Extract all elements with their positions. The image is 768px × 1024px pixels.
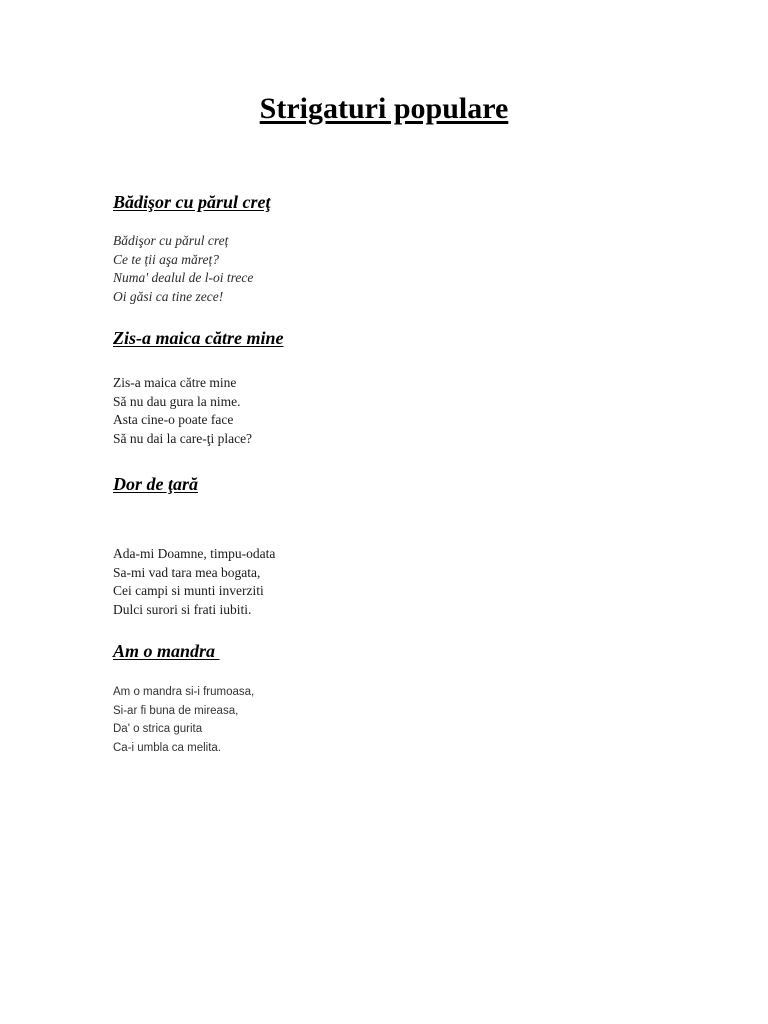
- verse-line: Numa' dealul de l-oi trece: [113, 270, 254, 286]
- verse-line: Ada-mi Doamne, timpu-odata: [113, 546, 276, 561]
- verse-zis-a-maica: [113, 374, 252, 449]
- verse-line: Si-ar fi buna de mireasa,: [113, 704, 239, 717]
- verse-line: Zis-a maica către mine: [113, 375, 237, 390]
- verse-line: Am o mandra si-i frumoasa,: [113, 686, 255, 698]
- verse-line: Ce te ții aşa măreț?: [113, 251, 219, 267]
- verse-badisor: [113, 232, 253, 307]
- verse-line: Da' o strica gurita: [113, 723, 203, 736]
- section-heading-badisor: Bădişor cu părul creţ: [113, 192, 271, 212]
- verse-line: Bădişor cu părul creț: [113, 233, 229, 248]
- section-heading-zis-a-maica: Zis-a maica către mine: [113, 328, 284, 348]
- verse-line: Cei campi si munti inverziti: [113, 583, 264, 599]
- verse-line: Dulci surori si frati iubiti.: [113, 602, 252, 618]
- verse-am-o-mandra: [113, 683, 254, 758]
- document-title: Strigaturi populare: [259, 92, 509, 125]
- verse-line: Să nu dau gura la nime.: [113, 393, 241, 409]
- verse-dor-de-tara: [113, 545, 275, 620]
- verse-line: Asta cine-o poate face: [113, 412, 234, 428]
- verse-line: Să nu dai la care-ţi place?: [113, 431, 253, 447]
- verse-line: Ca-i umbla ca melita.: [113, 742, 222, 755]
- verse-line: Oi găsi ca tine zece!: [113, 289, 224, 305]
- verse-line: Sa-mi vad tara mea bogata,: [113, 564, 261, 580]
- section-heading-dor-de-tara: Dor de ţară: [113, 474, 198, 494]
- section-heading-am-o-mandra: Am o mandra: [113, 641, 220, 661]
